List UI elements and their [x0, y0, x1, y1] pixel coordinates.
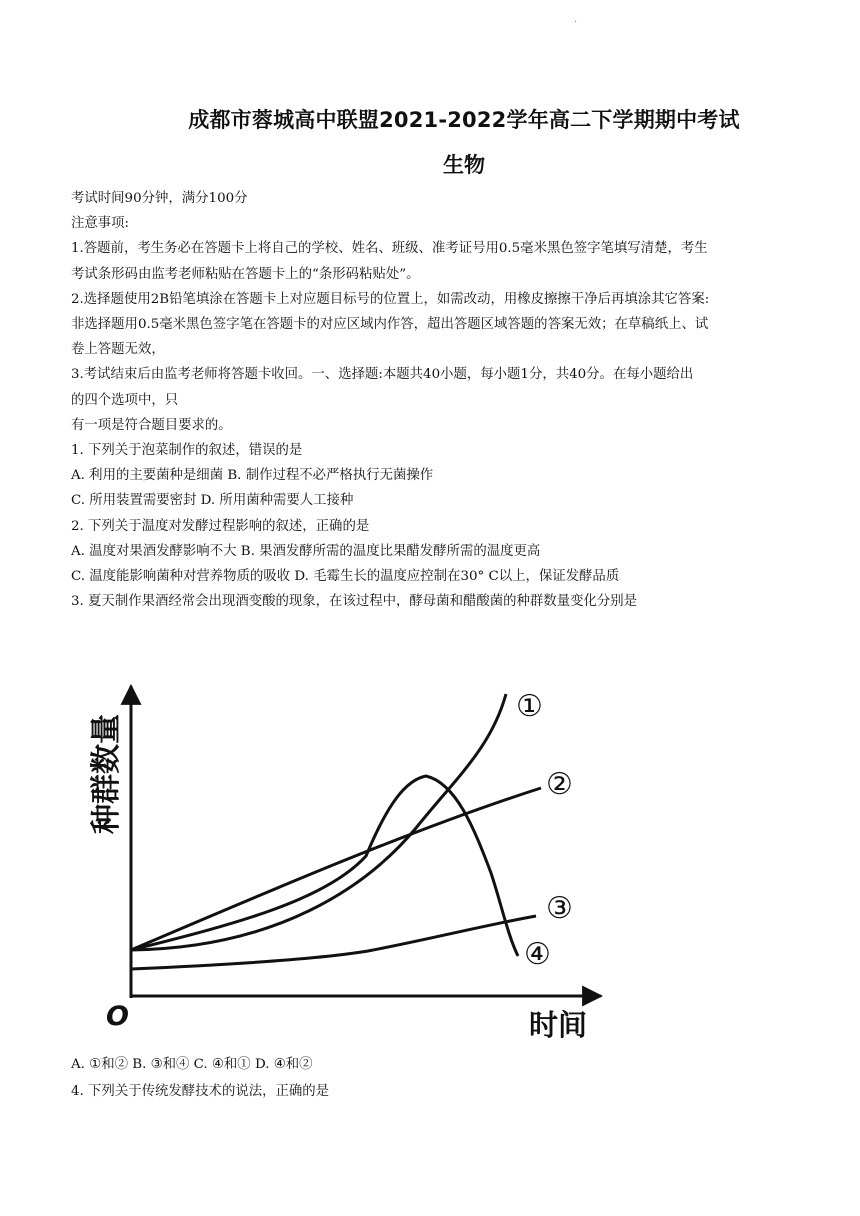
curve-label-4: ④ — [524, 937, 551, 972]
document-subtitle: 生物 — [443, 153, 485, 177]
note-line: 非选择题用0.5毫米黑色签字笔在答题卡的对应区域内作答，超出答题区域答题的答案无效；在草稿纸上、试 — [71, 317, 709, 333]
note-line: 卷上答题无效， — [71, 342, 165, 358]
document-body — [71, 186, 791, 614]
note-line: 考试条形码由监考老师粘贴在答题卡上的“条形码粘贴处”。 — [71, 266, 420, 282]
notes-heading: 注意事项: — [71, 216, 130, 232]
question-3-options: A. ①和② B. ③和④ C. ④和① D. ④和② — [71, 1057, 313, 1072]
population-chart — [89, 678, 616, 1050]
curve-label-1: ① — [516, 689, 543, 724]
note-line: 有一项是符合题目要求的。 — [71, 417, 232, 433]
note-line: 1.答题前，考生务必在答题卡上将自己的学校、姓名、班级、准考证号用0.5毫米黑色签字笔填写清楚，考生 — [71, 241, 708, 257]
question-2-options: A. 温度对果酒发酵影响不大 B. 果酒发酵所需的温度比果醋发酵所需的温度更高 — [71, 543, 541, 559]
question-1-stem: 1. 下列关于泡菜制作的叙述，错误的是 — [71, 443, 303, 459]
curve-2 — [131, 788, 541, 950]
curve-4 — [131, 776, 518, 956]
page-marker: . — [574, 14, 578, 25]
exam-info: 考试时间90分钟，满分100分 — [71, 191, 248, 206]
x-axis-label: 时间 — [528, 1008, 588, 1042]
note-line: 2.选择题使用2B铅笔填涂在答题卡上对应题目标号的位置上，如需改动，用橡皮擦擦干净后再填涂其它答案: — [71, 291, 710, 307]
question-2-stem: 2. 下列关于温度对发酵过程影响的叙述，正确的是 — [71, 518, 370, 534]
question-1-options: C. 所用装置需要密封 D. 所用菌种需要人工接种 — [71, 493, 354, 509]
question-1-options: A. 利用的主要菌种是细菌 B. 制作过程不必严格执行无菌操作 — [71, 468, 434, 484]
note-line: 3.考试结束后由监考老师将答题卡收回。一、选择题:本题共40小题，每小题1分，共40分。在每小题给出 — [71, 367, 694, 383]
document-title: 成都市蓉城高中联盟2021-2022学年高二下学期期中考试 — [188, 108, 740, 132]
curve-label-3: ③ — [546, 891, 573, 926]
curve-1 — [131, 694, 506, 950]
note-line: 的四个选项中，只 — [71, 392, 179, 408]
curve-label-2: ② — [546, 767, 573, 802]
document-body-continued — [71, 1051, 791, 1105]
question-2-options: C. 温度能影响菌种对营养物质的吸收 D. 毛霉生长的温度应控制在30° C以上，保证发酵品质 — [71, 569, 620, 585]
y-axis-label: 种群数量 — [89, 714, 124, 834]
question-3-stem: 3. 夏天制作果酒经常会出现酒变酸的现象，在该过程中，酵母菌和醋酸菌的种群数量变化分别是 — [71, 594, 638, 610]
origin-label: O — [106, 1001, 129, 1032]
question-4-stem: 4. 下列关于传统发酵技术的说法，正确的是 — [71, 1084, 330, 1099]
